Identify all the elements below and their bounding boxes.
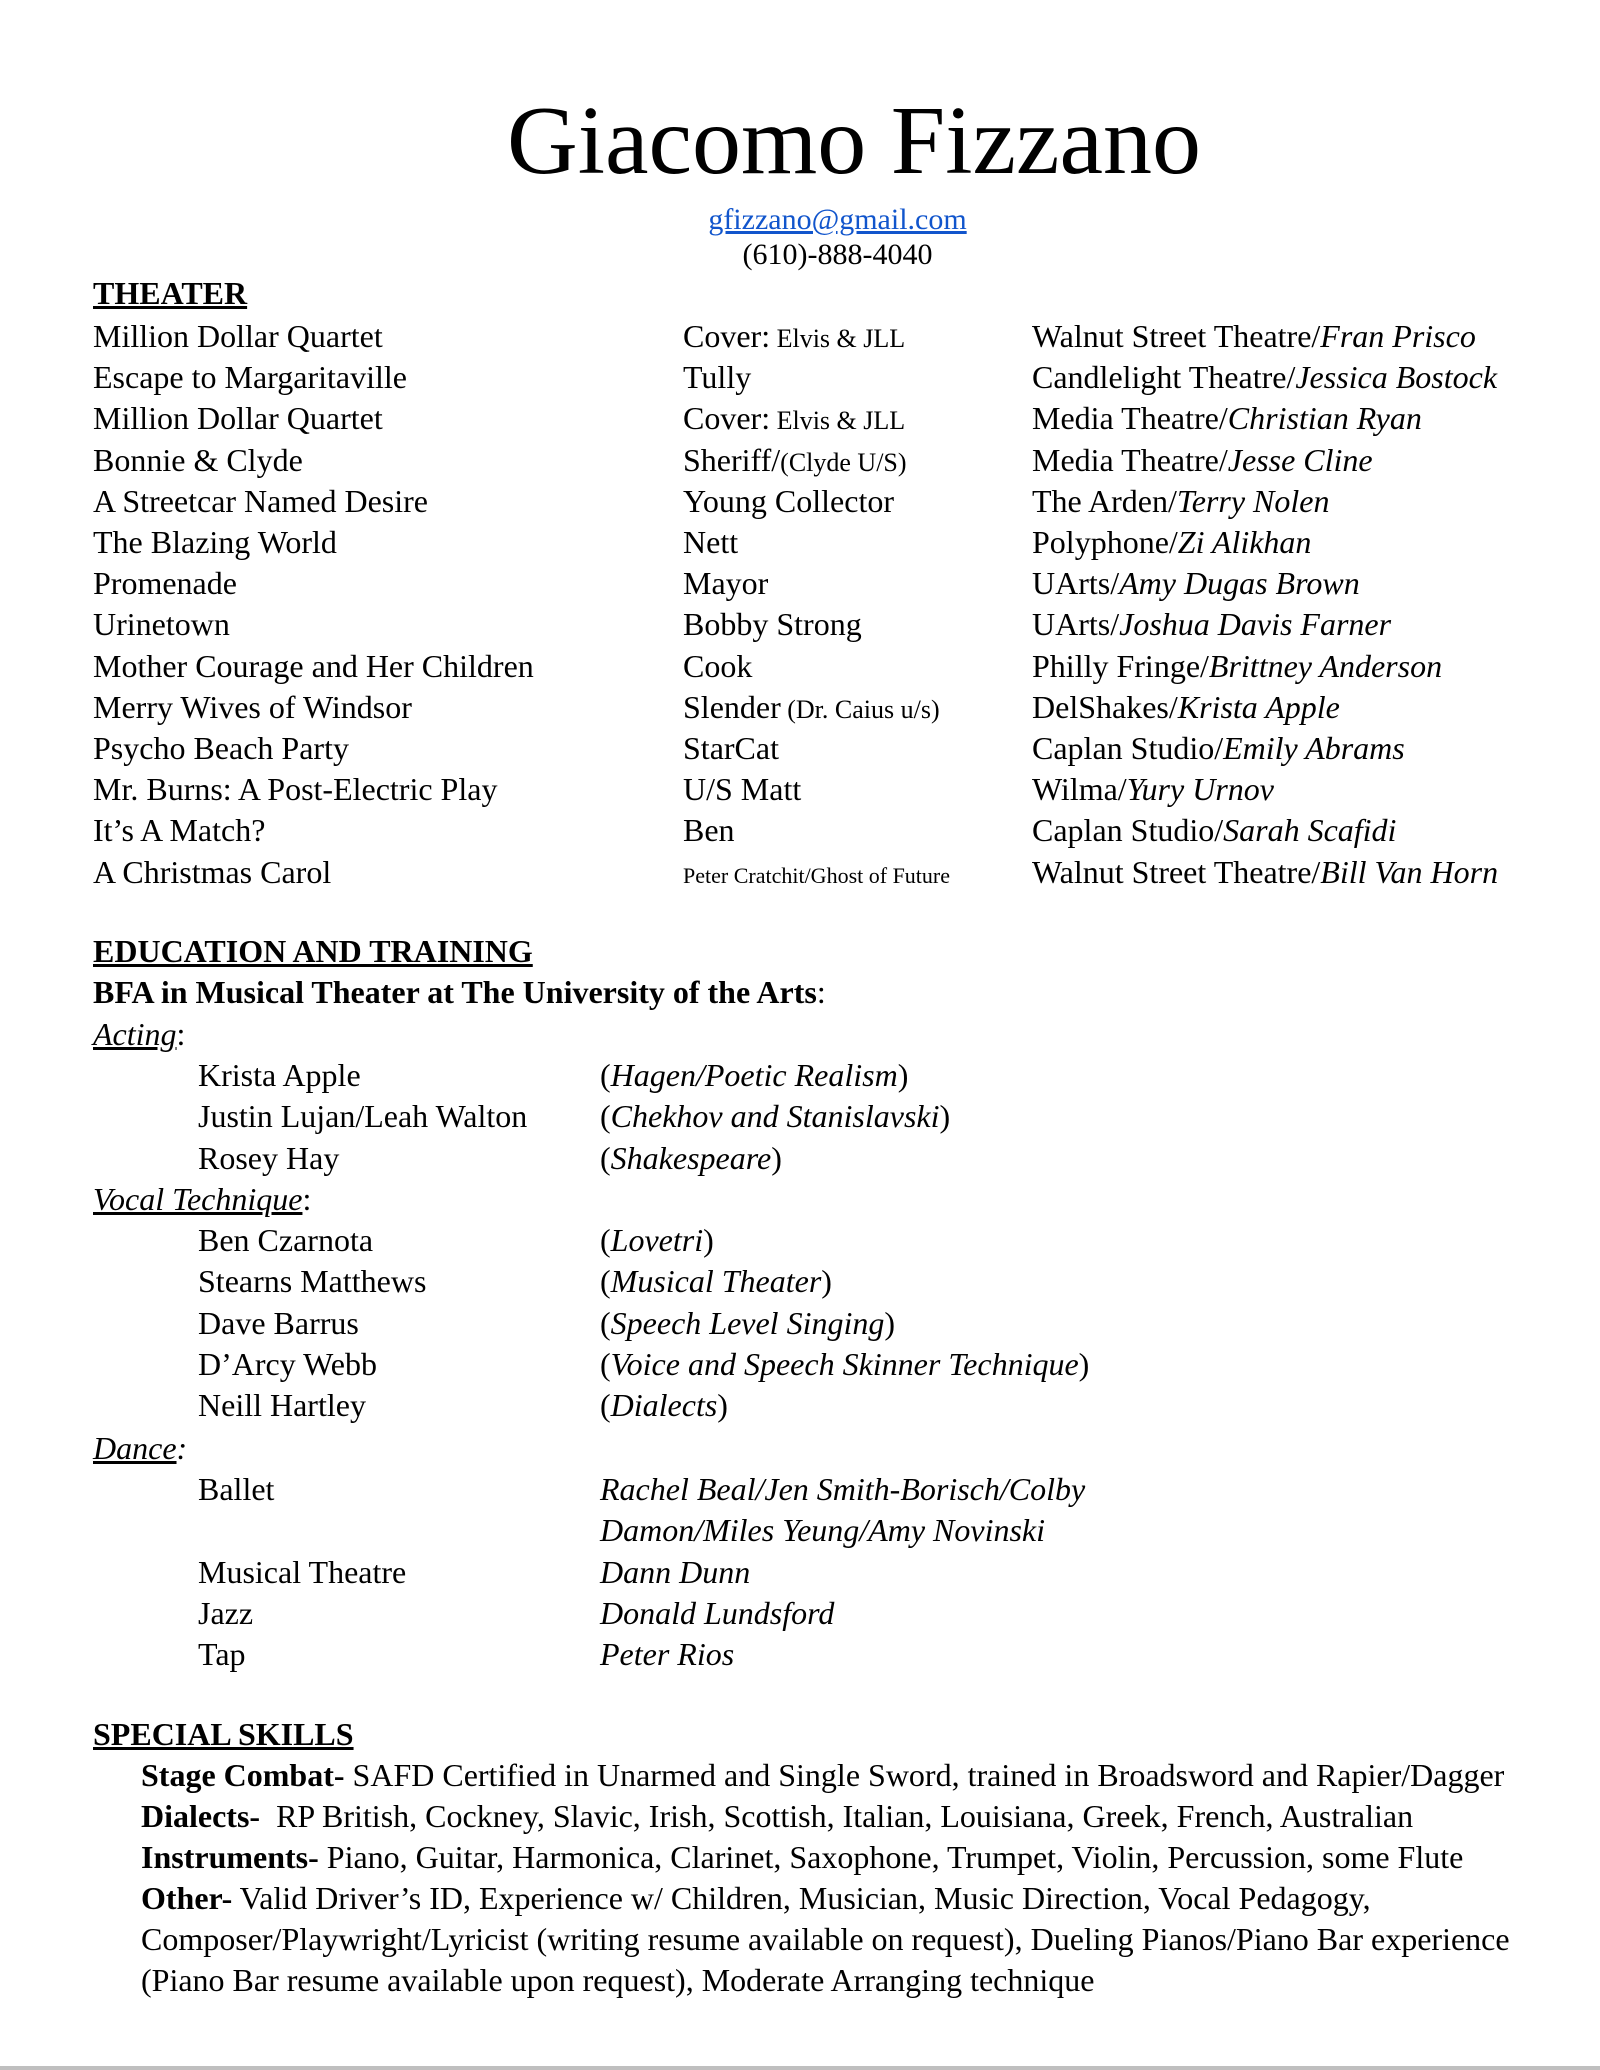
director: Christian Ryan <box>1227 400 1422 437</box>
director: Jessica Bostock <box>1295 359 1498 396</box>
dance-style: Jazz <box>198 1595 254 1631</box>
theater-credit-row <box>0 562 1600 604</box>
dance-teachers: Peter Rios <box>600 1636 735 1672</box>
venue-director <box>1032 645 1442 687</box>
teacher-name: Ben Czarnota <box>198 1222 374 1258</box>
focus-text: Lovetri <box>610 1222 704 1258</box>
teacher-name: Dave Barrus <box>198 1304 359 1341</box>
training-focus: (Hagen/Poetic Realism) <box>600 1057 909 1093</box>
venue: Caplan Studio/ <box>1032 812 1224 849</box>
resume-name: Giacomo Fizzano <box>507 87 1201 195</box>
venue: UArts/ <box>1032 565 1120 602</box>
role <box>683 686 940 731</box>
role <box>683 480 894 525</box>
show-title: Mother Courage and Her Children <box>93 647 534 684</box>
venue-director <box>1032 851 1498 893</box>
teacher-name: Rosey Hay <box>198 1139 340 1176</box>
role-main: Slender <box>683 688 781 725</box>
dance-label-line: Dance: <box>93 1430 188 1466</box>
role-main: StarCat <box>683 730 779 766</box>
role-main: Tully <box>683 359 752 396</box>
focus-text: Chekhov and Stanislavski <box>610 1098 940 1135</box>
show-title: Escape to Margaritaville <box>93 359 407 396</box>
role <box>683 603 862 648</box>
director: Zi Alikhan <box>1177 524 1312 560</box>
show-title: Million Dollar Quartet <box>93 400 383 437</box>
teacher-name: D’Arcy Webb <box>198 1345 377 1382</box>
theater-credit-row <box>0 439 1600 481</box>
role <box>683 727 779 772</box>
show-title: Million Dollar Quartet <box>93 318 383 354</box>
role <box>683 356 751 401</box>
director: Bill Van Horn <box>1320 853 1499 890</box>
show-title: The Blazing World <box>93 524 337 560</box>
skill-other-line2: Composer/Playwright/Lyricist (writing resume available on request), Dueling Pianos/Piano Bar experience <box>141 1921 1510 1957</box>
other-text-1: Valid Driver’s ID, Experience w/ Children, Musician, Music Direction, Vocal Pedagogy, <box>232 1880 1371 1916</box>
venue: Caplan Studio/ <box>1032 730 1224 766</box>
role-main: Young Collector <box>683 482 894 519</box>
venue-director <box>1032 603 1391 645</box>
venue-director <box>1032 727 1405 769</box>
venue: Walnut Street Theatre/ <box>1032 318 1321 354</box>
director: Jesse Cline <box>1227 441 1373 478</box>
role-main: Cover: <box>683 400 771 437</box>
show-title: A Christmas Carol <box>93 853 332 890</box>
focus-text: Voice and Speech Skinner Technique <box>610 1345 1079 1382</box>
skills-heading: SPECIAL SKILLS <box>93 1716 354 1752</box>
focus-text: Speech Level Singing <box>610 1304 885 1341</box>
venue: UArts/ <box>1032 606 1120 643</box>
venue: Polyphone/ <box>1032 524 1178 560</box>
training-focus: (Speech Level Singing) <box>600 1304 895 1341</box>
dance-style: Tap <box>198 1636 246 1672</box>
skill-dialects <box>141 1795 1413 1837</box>
training-focus: (Lovetri) <box>600 1222 714 1258</box>
venue: Walnut Street Theatre/ <box>1032 853 1321 890</box>
director: Sarah Scafidi <box>1223 812 1397 849</box>
vocal-label-line: Vocal Technique: <box>93 1181 312 1217</box>
venue-director <box>1032 562 1360 604</box>
role-note: (Clyde U/S) <box>780 447 907 477</box>
focus-text: Shakespeare <box>610 1139 772 1176</box>
role-note: (Dr. Caius u/s) <box>780 694 940 724</box>
theater-credit-row <box>0 480 1600 522</box>
focus-text: Hagen/Poetic Realism <box>610 1057 898 1093</box>
show-title: Bonnie & Clyde <box>93 441 303 478</box>
stage-combat-text: SAFD Certified in Unarmed and Single Sword, trained in Broadsword and Rapier/Dagger <box>344 1757 1505 1793</box>
education-heading: EDUCATION AND TRAINING <box>93 933 533 969</box>
role-main: Sheriff/ <box>683 441 781 478</box>
teacher-name: Stearns Matthews <box>198 1263 427 1300</box>
skill-instruments <box>141 1836 1463 1878</box>
role <box>683 439 907 484</box>
theater-credit-row <box>0 397 1600 439</box>
role-note: Peter Cratchit/Ghost of Future <box>683 862 951 888</box>
show-title: It’s A Match? <box>93 812 266 849</box>
dance-teachers: Rachel Beal/Jen Smith-Borisch/Colby <box>600 1471 1086 1507</box>
role-note: Elvis & JLL <box>770 324 906 353</box>
focus-text: Musical Theater <box>610 1263 822 1300</box>
role-main: Nett <box>683 524 739 560</box>
training-focus: (Shakespeare) <box>600 1139 782 1176</box>
page-bottom-edge <box>0 2066 1600 2070</box>
role-main: Bobby Strong <box>683 606 862 643</box>
director: Yury Urnov <box>1126 771 1274 808</box>
skill-other <box>141 1877 1371 1919</box>
theater-credit-row <box>0 645 1600 687</box>
training-focus: (Dialects) <box>600 1387 728 1424</box>
acting-label: Acting <box>93 1016 177 1052</box>
director: Terry Nolen <box>1176 482 1330 519</box>
show-title: Merry Wives of Windsor <box>93 688 412 725</box>
role-main: Cover: <box>683 318 771 354</box>
role-main: Ben <box>683 812 735 849</box>
teacher-name: Neill Hartley <box>198 1387 366 1424</box>
director: Brittney Anderson <box>1208 647 1443 684</box>
training-focus: (Musical Theater) <box>600 1263 832 1300</box>
dance-style: Ballet <box>198 1471 275 1507</box>
venue: The Arden/ <box>1032 482 1177 519</box>
role <box>683 521 738 566</box>
role <box>683 809 735 854</box>
skill-stage-combat <box>141 1754 1504 1796</box>
show-title: Promenade <box>93 565 237 602</box>
dance-teachers: Donald Lundsford <box>600 1595 835 1631</box>
show-title: Psycho Beach Party <box>93 730 349 766</box>
teacher-name: Justin Lujan/Leah Walton <box>198 1098 528 1135</box>
director: Joshua Davis Farner <box>1119 606 1392 643</box>
venue-director <box>1032 439 1373 481</box>
teacher-name: Krista Apple <box>198 1057 361 1093</box>
role <box>683 645 752 690</box>
dance-label: Dance <box>93 1430 177 1466</box>
role <box>683 768 801 813</box>
venue: Wilma/ <box>1032 771 1127 808</box>
venue-director <box>1032 686 1340 728</box>
training-focus: (Voice and Speech Skinner Technique) <box>600 1345 1090 1382</box>
venue: Candlelight Theatre/ <box>1032 359 1296 396</box>
role-main: Mayor <box>683 565 769 602</box>
show-title: A Streetcar Named Desire <box>93 482 428 519</box>
director: Amy Dugas Brown <box>1119 565 1360 602</box>
theater-credit-row <box>0 686 1600 728</box>
acting-label-line: Acting: <box>93 1016 186 1052</box>
venue-director <box>1032 768 1274 810</box>
role <box>683 397 905 442</box>
venue-director <box>1032 480 1329 522</box>
show-title: Mr. Burns: A Post-Electric Play <box>93 771 498 808</box>
venue-director <box>1032 356 1497 398</box>
dance-teachers: Damon/Miles Yeung/Amy Novinski <box>600 1512 1045 1548</box>
venue-director <box>1032 809 1396 851</box>
degree-title: BFA in Musical Theater at The University of the Arts <box>93 974 817 1010</box>
vocal-label: Vocal Technique <box>93 1181 303 1217</box>
theater-credit-row <box>0 851 1600 893</box>
focus-text: Dialects <box>610 1387 718 1424</box>
stage-combat-label: Stage Combat- <box>141 1757 345 1793</box>
theater-credit-row <box>0 521 1600 563</box>
other-label: Other- <box>141 1880 233 1916</box>
venue: Media Theatre/ <box>1032 441 1228 478</box>
degree-colon: : <box>816 974 826 1010</box>
role-note: Elvis & JLL <box>770 406 906 436</box>
training-focus: (Chekhov and Stanislavski) <box>600 1098 951 1135</box>
venue: Media Theatre/ <box>1032 400 1228 437</box>
theater-heading: THEATER <box>93 275 248 311</box>
theater-credit-row <box>0 809 1600 851</box>
venue-director <box>1032 315 1476 357</box>
theater-credit-row <box>0 356 1600 398</box>
theater-credit-row <box>0 603 1600 645</box>
instruments-text: Piano, Guitar, Harmonica, Clarinet, Saxophone, Trumpet, Violin, Percussion, some Flute <box>318 1839 1464 1875</box>
theater-credit-row <box>0 727 1600 769</box>
venue: DelShakes/ <box>1032 688 1178 725</box>
show-title: Urinetown <box>93 606 230 643</box>
theater-credit-row <box>0 768 1600 810</box>
degree-line <box>93 971 826 1013</box>
director: Emily Abrams <box>1223 730 1405 766</box>
email-link[interactable]: gfizzano@gmail.com <box>708 203 967 236</box>
theater-credit-row <box>0 315 1600 357</box>
venue-director <box>1032 521 1311 563</box>
venue-director <box>1032 397 1422 439</box>
dance-style: Musical Theatre <box>198 1554 407 1590</box>
venue: Philly Fringe/ <box>1032 647 1209 684</box>
dance-teachers: Dann Dunn <box>600 1554 751 1590</box>
skill-other-line3: (Piano Bar resume available upon request), Moderate Arranging technique <box>141 1962 1095 1998</box>
director: Krista Apple <box>1177 688 1340 725</box>
dialects-text: RP British, Cockney, Slavic, Irish, Scottish, Italian, Louisiana, Greek, French, Australian <box>260 1798 1414 1834</box>
role <box>683 562 768 607</box>
dialects-label: Dialects- <box>141 1798 261 1834</box>
role-main: Cook <box>683 647 753 684</box>
role <box>683 851 950 897</box>
role <box>683 315 905 360</box>
phone-number: (610)-888-4040 <box>742 238 933 271</box>
director: Fran Prisco <box>1320 318 1476 354</box>
role-main: U/S Matt <box>683 771 802 808</box>
instruments-label: Instruments- <box>141 1839 319 1875</box>
